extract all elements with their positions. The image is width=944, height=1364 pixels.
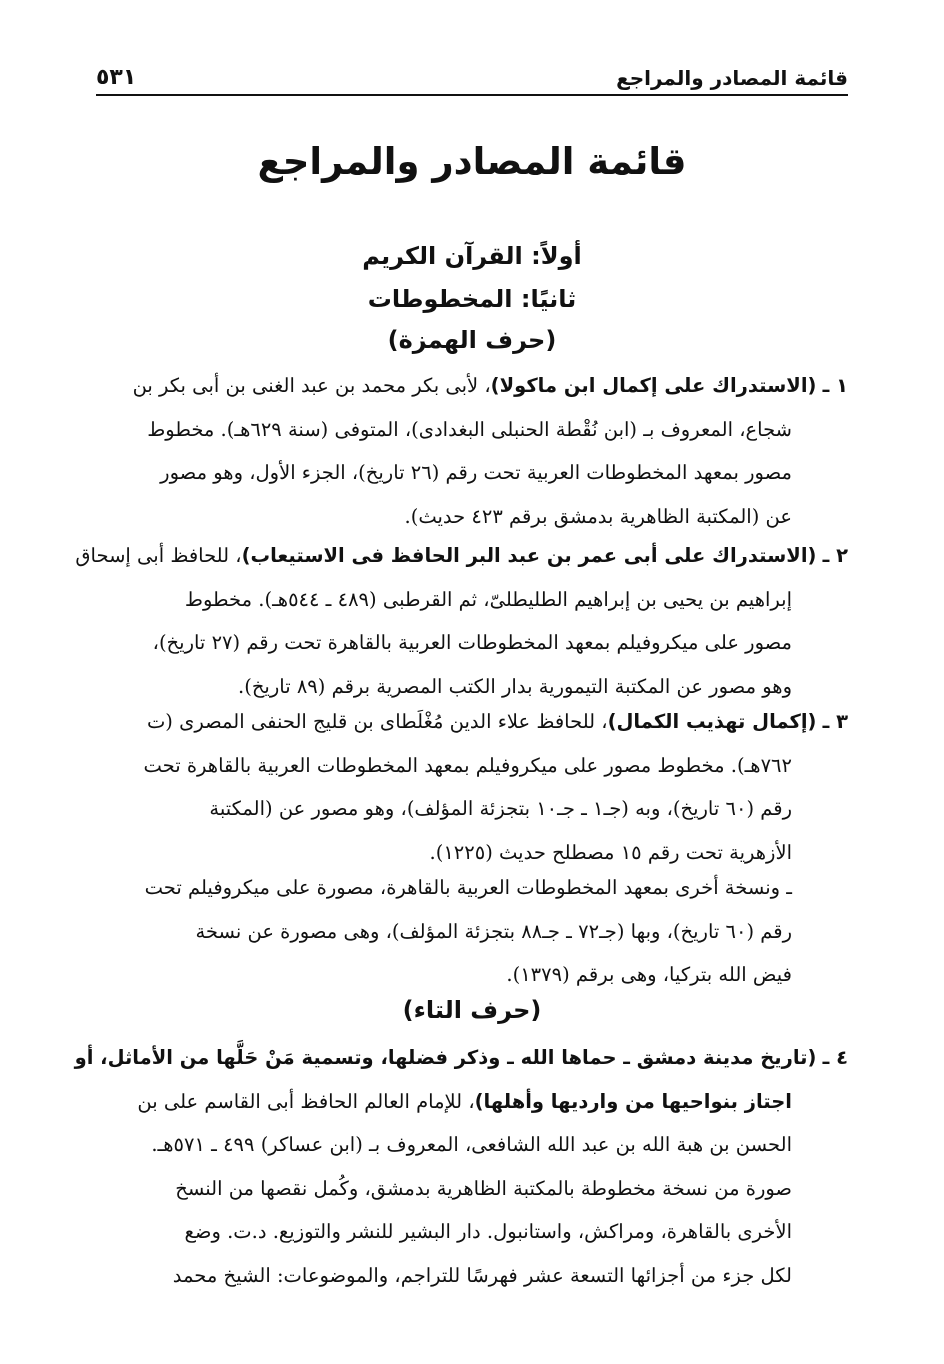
entry-text: ، للحافظ أبى إسحاق bbox=[75, 544, 242, 567]
entry-text: ، للحافظ علاء الدين مُغْلَطاى بن قليج الحنفى المصرى (ت bbox=[146, 710, 608, 733]
entry-line: الحسن بن هبة الله بن عبد الله الشافعى، المعروف بـ (ابن عساكر) ٤٩٩ ـ ٥٧١هـ. bbox=[151, 1133, 792, 1156]
entry-title-cont: اجتاز بنواحيها من وارديها وأهلها) bbox=[474, 1089, 792, 1113]
running-header bbox=[96, 60, 848, 90]
entry-title: (الاستدراك على أبى عمر بن عبد البر الحافظ فى الاستيعاب) bbox=[241, 544, 817, 567]
entry-line: مصور على ميكروفيلم بمعهد المخطوطات العربية بالقاهرة تحت رقم (٢٧ تاريخ)، bbox=[152, 631, 792, 654]
entry-line bbox=[96, 364, 848, 408]
entry-line: عن (المكتبة الظاهرية بدمشق برقم ٤٢٣ حديث). bbox=[404, 504, 792, 528]
bibliography-entry-2 bbox=[75, 534, 848, 708]
entry-line: صورة من نسخة مخطوطة بالمكتبة الظاهرية بدمشق، وكُمل نقصها من النسخ bbox=[175, 1176, 792, 1200]
entry-title: (الاستدراك على إكمال ابن ماكولا) bbox=[490, 374, 817, 397]
entry-line: لكل جزء من أجزائها التسعة عشر فهرسًا للتراجم، والموضوعات: الشيخ محمد bbox=[172, 1263, 792, 1287]
entry-line bbox=[96, 700, 848, 744]
bibliography-entry-3-note bbox=[96, 866, 848, 997]
page-title: قائمة المصادر والمراجع bbox=[257, 140, 687, 183]
page-number: ٥٣١ bbox=[96, 65, 137, 90]
entry-line: فيض الله بتركيا، وهى برقم (١٣٧٩). bbox=[506, 963, 792, 986]
entry-line: رقم (٦٠ تاريخ)، وبها (جـ٧٢ ـ جـ٨٨ بتجزئة المؤلف)، وهى مصورة عن نسخة bbox=[195, 919, 792, 943]
letter-heading-ta: (حرف التاء) bbox=[402, 996, 542, 1024]
entry-line: وهو مصور عن المكتبة التيمورية بدار الكتب المصرية برقم (٨٩ تاريخ). bbox=[238, 674, 792, 698]
entry-line: الأخرى بالقاهرة، ومراكش، واستانبول. دار البشير للنشر والتوزيع. د.ت. وضع bbox=[184, 1220, 792, 1243]
section-heading-manuscripts: ثانيًا: المخطوطات bbox=[367, 285, 577, 313]
entry-line: شجاع، المعروف بـ (ابن نُقْطة الحنبلى البغدادى)، المتوفى (سنة ٦٢٩هـ). مخطوط bbox=[147, 417, 792, 441]
running-title: قائمة المصادر والمراجع bbox=[616, 66, 848, 90]
entry-number: ١ ـ bbox=[822, 374, 848, 397]
bibliography-entry-1 bbox=[96, 364, 848, 538]
entry-line bbox=[96, 1080, 848, 1124]
letter-heading-hamza: (حرف الهمزة) bbox=[387, 326, 557, 354]
entry-line: رقم (٦٠ تاريخ)، وبه (جـ١ ـ جـ١٠ بتجزئة المؤلف)، وهو مصور عن (المكتبة bbox=[209, 797, 792, 820]
entry-title: (تاريخ مدينة دمشق ـ حماها الله ـ وذكر فضلها، وتسمية مَنْ حَلَّها من الأماثل، أو bbox=[74, 1046, 817, 1069]
entry-line: ـ ونسخة أخرى بمعهد المخطوطات العربية بالقاهرة، مصورة على ميكروفيلم تحت bbox=[144, 876, 792, 899]
entry-title: (إكمال تهذيب الكمال) bbox=[607, 710, 817, 733]
bibliography-entry-4 bbox=[74, 1036, 848, 1297]
entry-line: مصور بمعهد المخطوطات العربية تحت رقم (٢٦ تاريخ)، الجزء الأول، وهو مصور bbox=[160, 461, 792, 484]
header-rule bbox=[96, 94, 848, 96]
entry-line: ٧٦٢هـ). مخطوط مصور على ميكروفيلم بمعهد المخطوطات العربية بالقاهرة تحت bbox=[143, 753, 792, 777]
section-heading-quran: أولاً: القرآن الكريم bbox=[362, 242, 582, 270]
bibliography-entry-3 bbox=[96, 700, 848, 874]
entry-line bbox=[74, 1036, 848, 1080]
entry-number: ٢ ـ bbox=[822, 544, 848, 567]
entry-text: ، للإمام العالم الحافظ أبى القاسم على بن bbox=[137, 1089, 475, 1113]
entry-line bbox=[75, 534, 848, 578]
entry-line: إبراهيم بن يحيى بن إبراهيم الطليطلىّ، ثم القرطبى (٤٨٩ ـ ٥٤٤هـ). مخطوط bbox=[184, 587, 792, 611]
entry-number: ٣ ـ bbox=[822, 710, 848, 733]
entry-number: ٤ ـ bbox=[822, 1046, 848, 1069]
entry-line: الأزهرية تحت رقم ١٥ مصطلح حديث (١٢٢٥). bbox=[429, 840, 792, 864]
entry-text: ، لأبى بكر محمد بن عبد الغنى بن أبى بكر بن bbox=[132, 374, 491, 397]
